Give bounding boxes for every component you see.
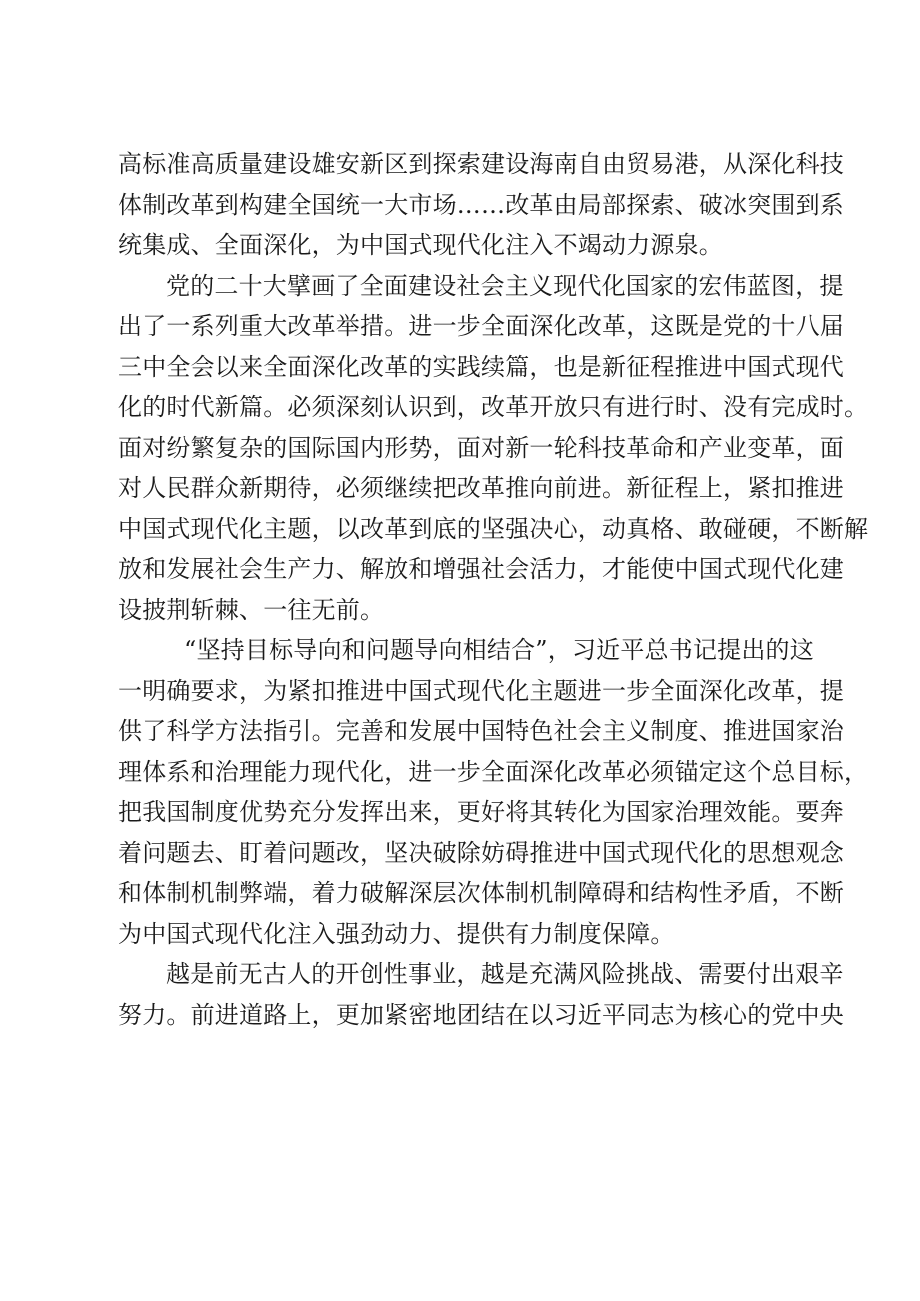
text-line: 三中全会以来全面深化改革的实践续篇，也是新征程推进中国式现代 bbox=[118, 352, 844, 381]
text-line: 越是前无古人的开创性事业，越是充满风险挑战、需要付出艰辛 bbox=[166, 960, 844, 988]
paragraph-4 bbox=[118, 954, 844, 1035]
text-line: 对人民群众新期待，必须继续把改革推向前进。新征程上，紧扣推进 bbox=[118, 474, 844, 502]
text-line: 理体系和治理能力现代化，进一步全面深化改革必须锚定这个总目标， bbox=[118, 757, 869, 786]
text-line: “坚持目标导向和问题导向相结合”，习近平总书记提出的这 bbox=[184, 636, 814, 664]
paragraph-1 bbox=[118, 144, 844, 266]
text-line: 为中国式现代化注入强劲动力、提供有力制度保障。 bbox=[118, 919, 675, 948]
text-line: 高标准高质量建设雄安新区到探索建设海南自由贸易港，从深化科技 bbox=[118, 150, 844, 178]
text-line: 努力。前进道路上，更加紧密地团结在以习近平同志为核心的党中央 bbox=[118, 1000, 844, 1029]
text-line: 出了一系列重大改革举措。进一步全面深化改革，这既是党的十八届 bbox=[118, 312, 844, 340]
article-body bbox=[118, 144, 869, 1035]
text-line: 和体制机制弊端，着力破解深层次体制机制障碍和结构性矛盾，不断 bbox=[118, 879, 844, 907]
text-line: 供了科学方法指引。完善和发展中国特色社会主义制度、推进国家治 bbox=[118, 717, 844, 745]
text-line: 设披荆斩棘、一往无前。 bbox=[118, 595, 385, 624]
paragraph-3 bbox=[118, 630, 869, 954]
text-line: 把我国制度优势充分发挥出来，更好将其转化为国家治理效能。要奔 bbox=[118, 798, 844, 826]
text-line: 一明确要求，为紧扣推进中国式现代化主题进一步全面深化改革，提 bbox=[118, 676, 844, 705]
text-line: 统集成、全面深化，为中国式现代化注入不竭动力源泉。 bbox=[118, 231, 723, 259]
text-line: 体制改革到构建全国统一大市场……改革由局部探索、破冰突围到系 bbox=[118, 190, 844, 219]
paragraph-2 bbox=[118, 266, 869, 631]
text-line: 放和发展社会生产力、解放和增强社会活力，才能使中国式现代化建 bbox=[118, 555, 844, 583]
text-line: 化的时代新篇。必须深刻认识到，改革开放只有进行时、没有完成时。 bbox=[118, 393, 869, 421]
text-line: 中国式现代化主题，以改革到底的坚强决心，动真格、敢碰硬，不断解 bbox=[118, 514, 869, 543]
text-line: 党的二十大擘画了全面建设社会主义现代化国家的宏伟蓝图，提 bbox=[166, 271, 844, 300]
text-line: 面对纷繁复杂的国际国内形势，面对新一轮科技革命和产业变革，面 bbox=[118, 433, 844, 462]
text-line: 着问题去、盯着问题改，坚决破除妨碍推进中国式现代化的思想观念 bbox=[118, 838, 844, 867]
